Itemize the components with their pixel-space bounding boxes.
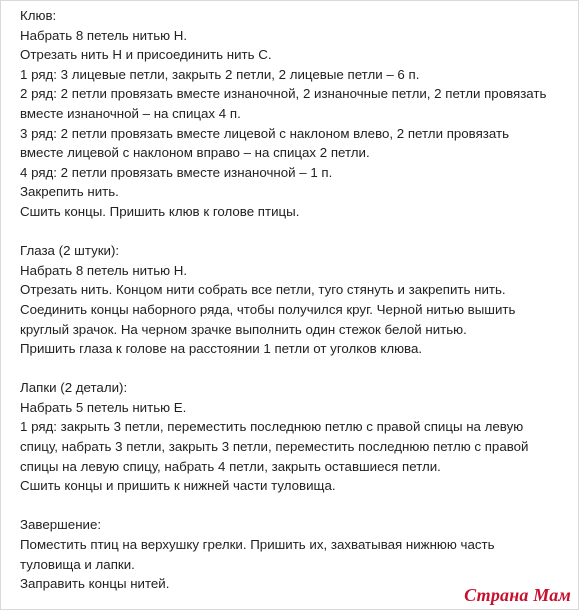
text-line: 2 ряд: 2 петли провязать вместе изнаночной, 2 изнаночные петли, 2 петли провязать <box>20 86 547 102</box>
text-line: 1 ряд: закрыть 3 петли, переместить последнюю петлю с правой спицы на левую <box>20 419 524 435</box>
text-line: Набрать 8 петель нитью Н. <box>20 27 188 43</box>
section-heading: Глаза (2 штуки): <box>20 243 120 259</box>
text-line: вместе изнаночной – на спицах 4 п. <box>20 105 241 121</box>
text-line: Закрепить нить. <box>20 184 119 200</box>
text-line: спицы на левую спицу, набрать 4 петли, закрыть оставшиеся петли. <box>20 458 441 474</box>
text-line: Отрезать нить Н и присоединить нить С. <box>20 47 272 63</box>
text-line: спицу, набрать 3 петли, закрыть 3 петли, переместить последнюю петлю с правой <box>20 439 529 455</box>
text-line: вместе лицевой с наклоном вправо – на спицах 2 петли. <box>20 145 370 161</box>
text-line: туловища и лапки. <box>20 556 135 572</box>
text-line: Набрать 8 петель нитью Н. <box>20 262 188 278</box>
text-line: 1 ряд: 3 лицевые петли, закрыть 2 петли, 2 лицевые петли – 6 п. <box>20 66 420 82</box>
section-beak <box>20 6 565 222</box>
section-finishing <box>20 515 565 593</box>
section-heading: Клюв: <box>20 8 57 23</box>
text-line: Отрезать нить. Концом нити собрать все петли, туго стянуть и закрепить нить. <box>20 282 506 298</box>
text-line: круглый зрачок. На черном зрачке выполнить один стежок белой нитью. <box>20 321 467 337</box>
site-watermark: Страна Мам <box>464 585 571 605</box>
instructions-text <box>20 6 565 594</box>
text-line: Соединить концы наборного ряда, чтобы получился круг. Черной нитью вышить <box>20 301 516 317</box>
paragraph-gap <box>20 222 565 242</box>
text-line: Поместить птиц на верхушку грелки. Пришить их, захватывая нижнюю часть <box>20 537 495 553</box>
text-line: Сшить концы и пришить к нижней части туловища. <box>20 478 336 494</box>
text-line: Заправить концы нитей. <box>20 576 170 592</box>
text-line: Сшить концы. Пришить клюв к голове птицы. <box>20 203 300 219</box>
section-heading: Лапки (2 детали): <box>20 380 128 396</box>
section-eyes <box>20 241 565 359</box>
text-line: Набрать 5 петель нитью Е. <box>20 399 187 415</box>
section-heading: Завершение: <box>20 517 102 533</box>
text-line: 3 ряд: 2 петли провязать вместе лицевой с наклоном влево, 2 петли провязать <box>20 125 510 141</box>
text-line: 4 ряд: 2 петли провязать вместе изнаночной – 1 п. <box>20 164 333 180</box>
section-feet <box>20 378 565 496</box>
paragraph-gap <box>20 359 565 379</box>
text-line: Пришить глаза к голове на расстоянии 1 петли от уголков клюва. <box>20 341 423 357</box>
paragraph-gap <box>20 496 565 516</box>
